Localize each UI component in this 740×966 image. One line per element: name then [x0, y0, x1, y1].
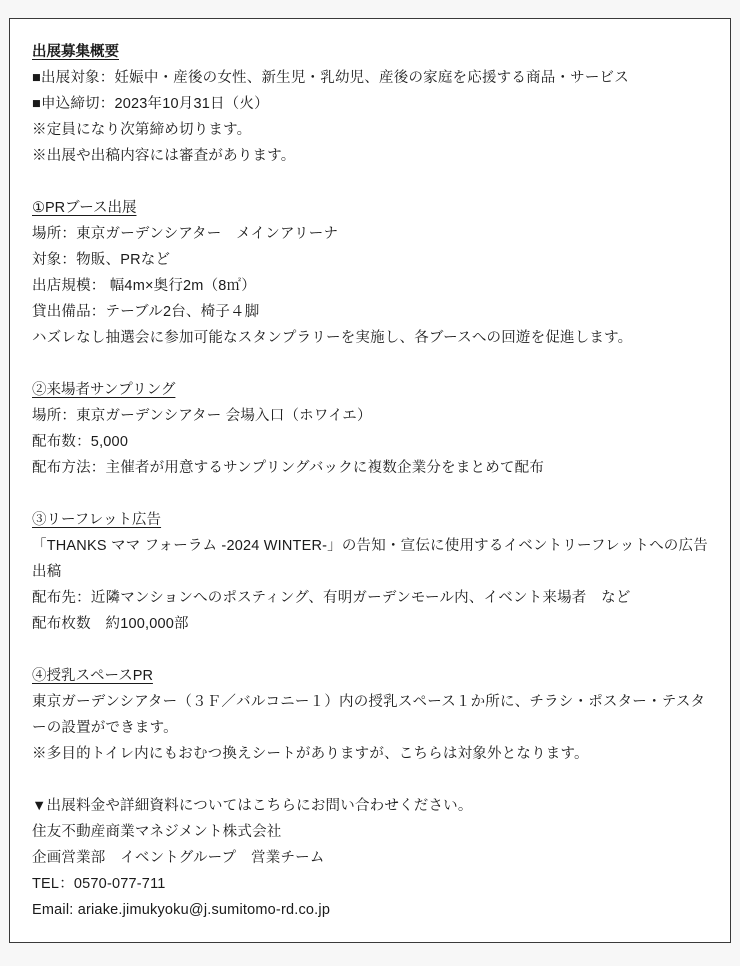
pr-booth-heading: ①PRブース出展: [32, 200, 137, 216]
overview-line-4: ※出展や出稿内容には審査があります。: [32, 148, 296, 164]
document-title-wrap: [32, 39, 708, 65]
leaflet-ad-line-1: 「THANKS ママ フォーラム -2024 WINTER-」の告知・宣伝に使用するイベントリーフレットへの広告出稿: [32, 538, 708, 580]
page-title: 出展募集概要: [32, 44, 119, 60]
section-leaflet-ad: [32, 507, 708, 637]
overview-line-3: ※定員になり次第締め切ります。: [32, 122, 252, 138]
nursing-space-heading: ④授乳スペースPR: [32, 668, 153, 684]
section-title-block: [32, 39, 708, 65]
spacer-4: [32, 637, 708, 663]
nursing-space-heading-wrap: [32, 663, 708, 689]
pr-booth-line-4: 貸出備品：テーブル2台、椅子４脚: [32, 304, 260, 320]
leaflet-ad-heading-wrap: [32, 507, 708, 533]
leaflet-ad-line-2: 配布先：近隣マンションへのポスティング、有明ガーデンモール内、イベント来場者 など: [32, 590, 631, 606]
section-sampling: [32, 377, 708, 481]
leaflet-ad-line-3: 配布枚数 約100,000部: [32, 616, 189, 632]
sampling-heading-wrap: [32, 377, 708, 403]
pr-booth-heading-wrap: [32, 195, 708, 221]
overview-line-1: ■出展対象：妊娠中・産後の女性、新生児・乳幼児、産後の家庭を応援する商品・サービス: [32, 70, 629, 86]
contact-line-1: ▼出展料金や詳細資料についてはこちらにお問い合わせください。: [32, 798, 473, 814]
document-body: [9, 18, 731, 943]
section-nursing-space: [32, 663, 708, 767]
pr-booth-line-1: 場所：東京ガーデンシアター メインアリーナ: [32, 226, 339, 242]
pr-booth-line-3: 出店規模： 幅4m×奥行2m（8㎡）: [32, 278, 256, 294]
spacer-2: [32, 351, 708, 377]
leaflet-ad-heading: ③リーフレット広告: [32, 512, 162, 528]
contact-tel: TEL：0570-077-711: [32, 876, 166, 892]
overview-line-2: ■申込締切：2023年10月31日（火）: [32, 96, 269, 112]
sampling-line-3: 配布方法：主催者が用意するサンプリングバックに複数企業分をまとめて配布: [32, 460, 545, 476]
sampling-line-1: 場所：東京ガーデンシアター 会場入口（ホワイエ）: [32, 408, 372, 424]
section-overview: [32, 65, 708, 169]
nursing-space-line-2: ※多目的トイレ内にもおむつ換えシートがありますが、こちらは対象外となります。: [32, 746, 589, 762]
pr-booth-line-2: 対象：物販、PRなど: [32, 252, 171, 268]
nursing-space-line-1: 東京ガーデンシアター（３Ｆ／バルコニー１）内の授乳スペース１か所に、チラシ・ポスター・テスターの設置ができます。: [32, 694, 706, 736]
contact-department: 企画営業部 イベントグループ 営業チーム: [32, 850, 325, 866]
spacer-1: [32, 169, 708, 195]
contact-company: 住友不動産商業マネジメント株式会社: [32, 824, 282, 840]
section-contact: [32, 793, 708, 923]
spacer-5: [32, 767, 708, 793]
sampling-line-2: 配布数：5,000: [32, 434, 129, 450]
pr-booth-line-5: ハズレなし抽選会に参加可能なスタンプラリーを実施し、各ブースへの回遊を促進します。: [32, 330, 633, 346]
spacer-3: [32, 481, 708, 507]
sampling-heading: ②来場者サンプリング: [32, 382, 176, 398]
section-pr-booth: [32, 195, 708, 351]
contact-email: Email: ariake.jimukyoku@j.sumitomo-rd.co.jp: [32, 902, 331, 918]
